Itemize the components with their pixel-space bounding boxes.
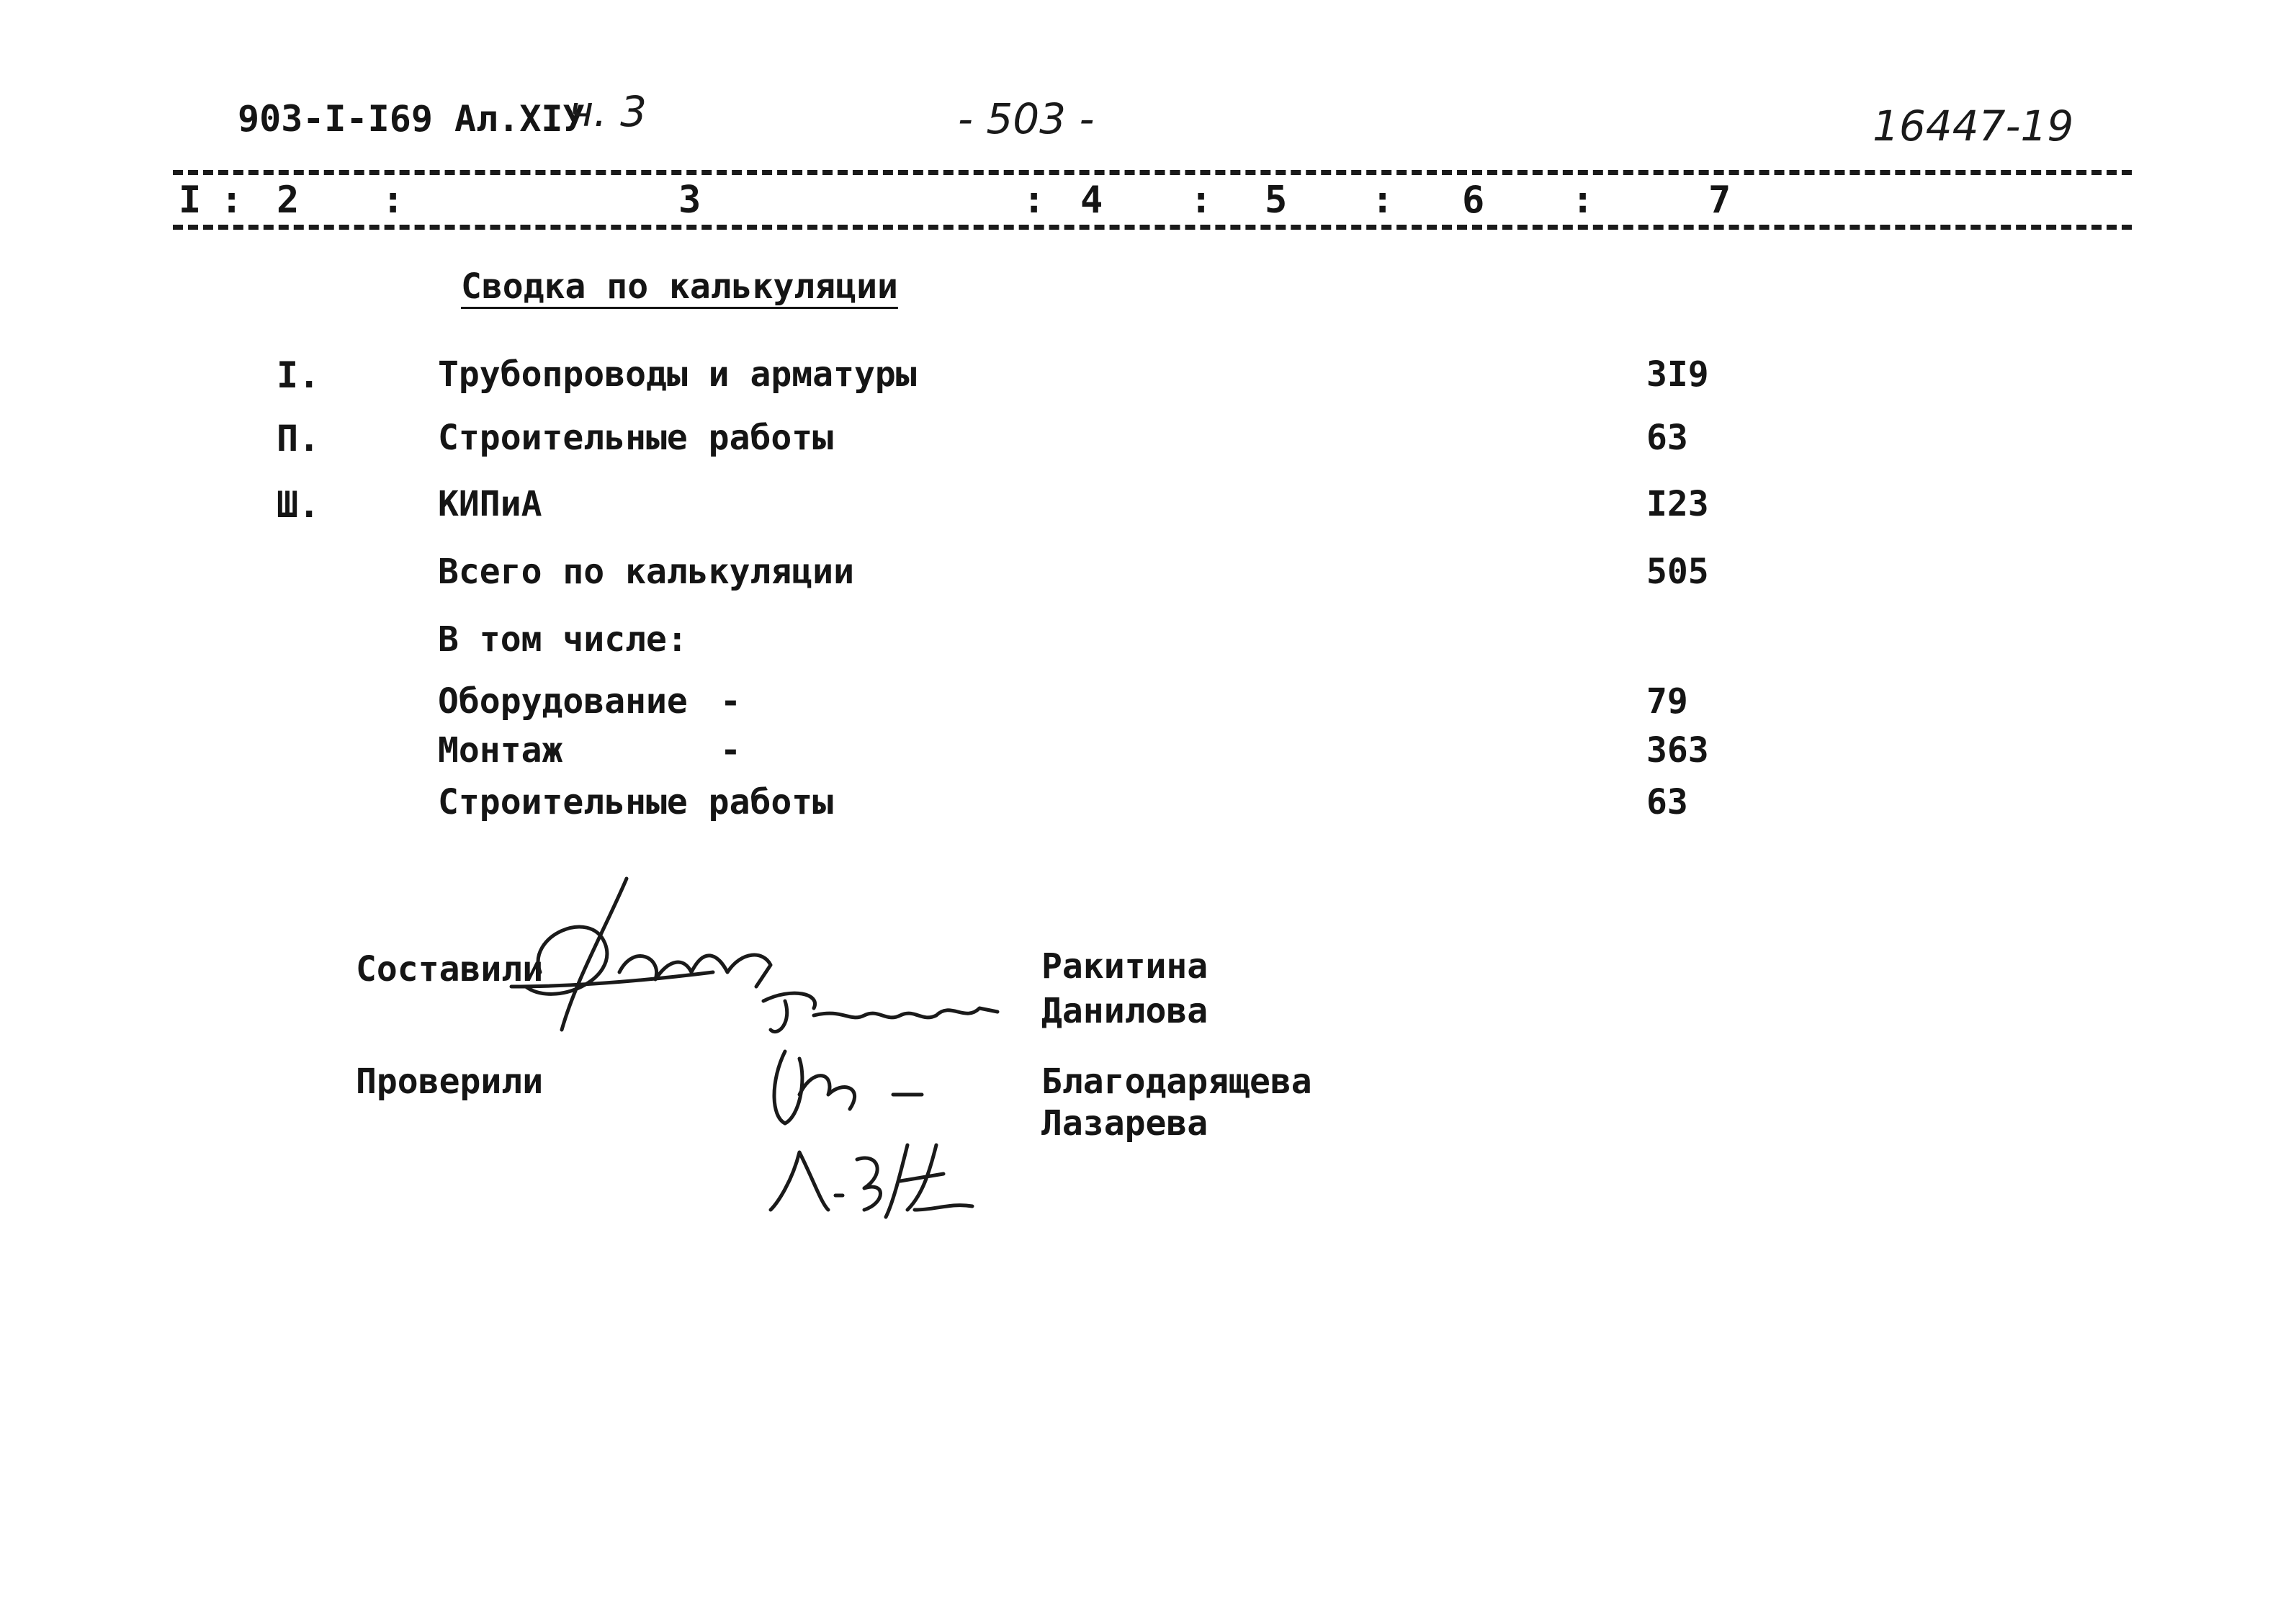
- section-value: 63: [1646, 418, 1688, 458]
- including-item-label: Монтаж: [438, 730, 563, 771]
- including-item-value: 363: [1646, 730, 1709, 771]
- column-number-6: 6: [1462, 179, 1485, 222]
- bottom-dashed-rule: [173, 225, 2132, 230]
- section-number: Ш.: [277, 484, 320, 526]
- including-item-label: Строительные работы: [438, 782, 834, 822]
- column-number-1: I: [179, 179, 202, 222]
- column-number-7: 7: [1708, 179, 1731, 222]
- including-item-value: 79: [1646, 681, 1688, 722]
- column-separator: :: [1023, 179, 1046, 222]
- column-separator: :: [1571, 179, 1595, 222]
- including-item-dash: -: [720, 681, 741, 722]
- summary-title: Сводка по калькуляции: [461, 266, 898, 307]
- signature-checked-2: [763, 1131, 979, 1224]
- including-item-label: Оборудование: [438, 681, 688, 722]
- checked-by-name: Лазарева: [1041, 1103, 1208, 1144]
- section-label: Трубопроводы и арматуры: [438, 354, 917, 395]
- column-separator: :: [382, 179, 405, 222]
- document-code: 903-I-I69 Ал.XIУ: [238, 98, 585, 140]
- section-value: 3I9: [1646, 354, 1709, 395]
- document-part-handwritten: ч. 3: [569, 87, 647, 136]
- section-label: КИПиА: [438, 484, 542, 524]
- column-number-5: 5: [1265, 179, 1288, 222]
- column-separator: :: [1190, 179, 1213, 222]
- including-item-value: 63: [1646, 782, 1688, 822]
- checked-by-name: Благодарящева: [1041, 1061, 1312, 1102]
- section-number: I.: [277, 354, 320, 396]
- page-number: - 503 -: [958, 94, 1095, 143]
- column-number-4: 4: [1080, 179, 1103, 222]
- inventory-number: 16447-19: [1873, 102, 2074, 151]
- checked-by-label: Проверили: [356, 1061, 544, 1102]
- column-separator: :: [1371, 179, 1394, 222]
- compiled-by-name: Данилова: [1041, 991, 1208, 1031]
- including-item-dash: -: [720, 730, 741, 771]
- compiled-by-label: Составили: [356, 949, 544, 989]
- section-number: П.: [277, 418, 320, 459]
- top-dashed-rule: [173, 170, 2132, 175]
- section-value: I23: [1646, 484, 1709, 524]
- compiled-by-name: Ракитина: [1041, 946, 1208, 987]
- total-value: 505: [1646, 552, 1709, 592]
- column-number-3: 3: [678, 179, 701, 222]
- section-label: Строительные работы: [438, 418, 834, 458]
- total-label: Всего по калькуляции: [438, 552, 854, 592]
- signature-checked-1: [756, 1037, 943, 1138]
- including-label: В том числе:: [438, 619, 688, 660]
- column-number-2: 2: [277, 179, 300, 222]
- column-separator: :: [220, 179, 243, 222]
